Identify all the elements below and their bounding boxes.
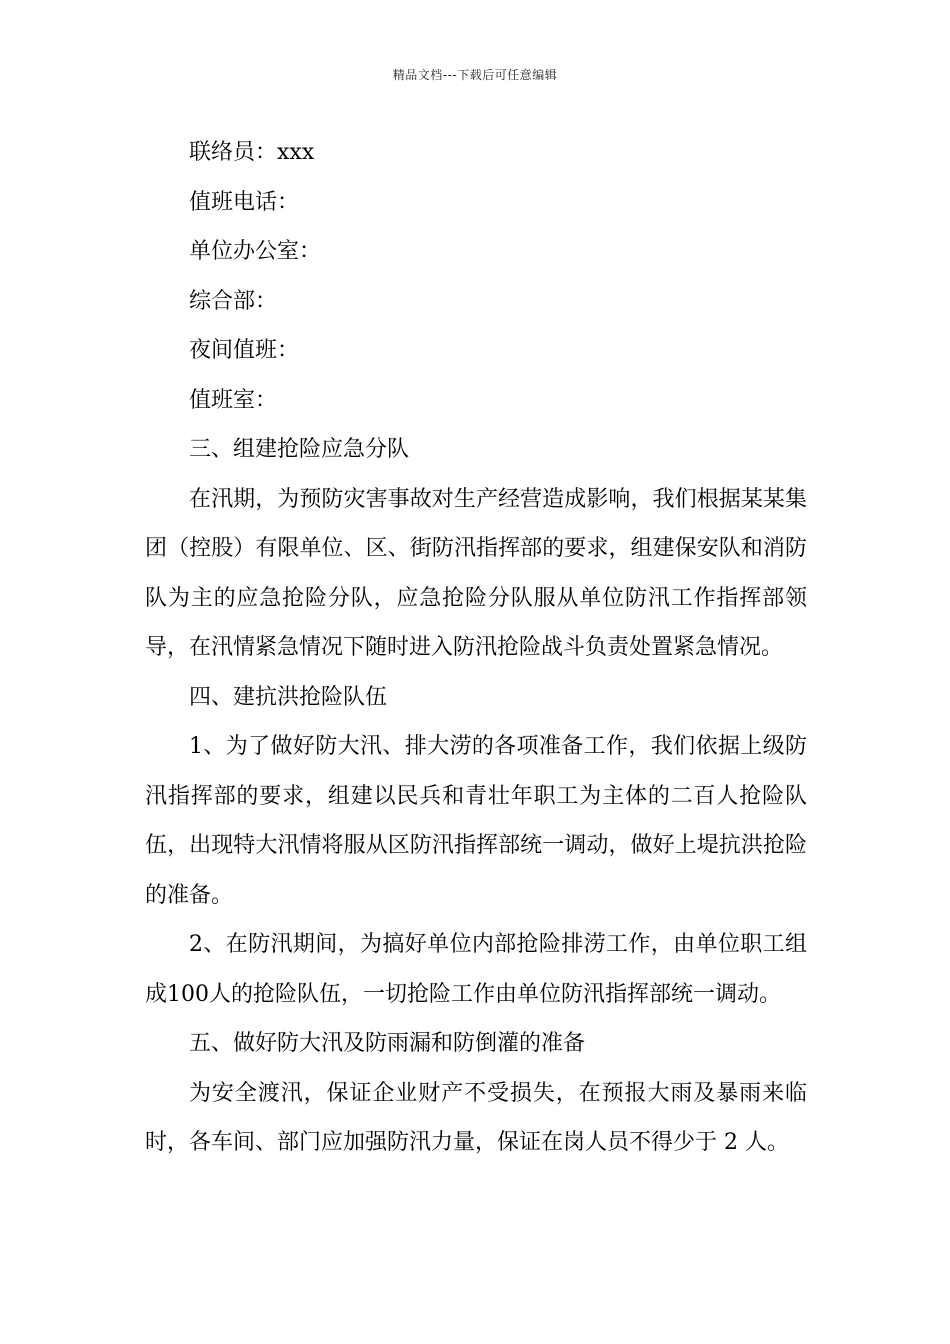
section-5-body: 为安全渡汛，保证企业财产不受损失，在预报大雨及暴雨来临时，各车间、部门应加强防汛力量，保证在岗人员不得少于 2 人。	[145, 1080, 807, 1155]
contact-general-dept: 综合部：	[189, 288, 278, 314]
contact-duty-room: 值班室：	[189, 387, 278, 413]
contact-office: 单位办公室：	[189, 239, 322, 264]
section-4-item-2: 2、在防汛期间，为搞好单位内部抢险排涝工作，由单位职工组成100人的抢险队伍，一切抢险工作由单位防汛指挥部统一调动。	[145, 932, 807, 1007]
section-4-item-1: 1、为了做好防大汛、排大涝的各项准备工作，我们依据上级防汛指挥部的要求，组建以民兵和青壮年职工为主体的二百人抢险队伍，出现特大汛情将服从区防汛指挥部统一调动，做好上堤抗洪抢险的准备。	[145, 734, 807, 908]
section-5-heading: 五、做好防大汛及防雨漏和防倒灌的准备	[189, 1031, 586, 1056]
section-4-heading: 四、建抗洪抢险队伍	[189, 684, 388, 710]
page-header: 精品文档---下载后可任意编辑	[392, 68, 558, 82]
section-3-body: 在汛期，为预防灾害事故对生产经营造成影响，我们根据某某集团（控股）有限单位、区、街防汛指挥部的要求，组建保安队和消防队为主的应急抢险分队，应急抢险分队服从单位防汛工作指挥部领导，在汛情紧急情况下随时进入防汛抢险战斗负责处置紧急情况。	[145, 486, 807, 660]
contact-duty-phone: 值班电话：	[189, 189, 300, 215]
contact-night-duty: 夜间值班：	[189, 338, 300, 363]
section-3-heading: 三、组建抢险应急分队	[189, 437, 410, 462]
document-body	[145, 128, 807, 1168]
contact-liaison: 联络员：xxx	[189, 140, 315, 165]
